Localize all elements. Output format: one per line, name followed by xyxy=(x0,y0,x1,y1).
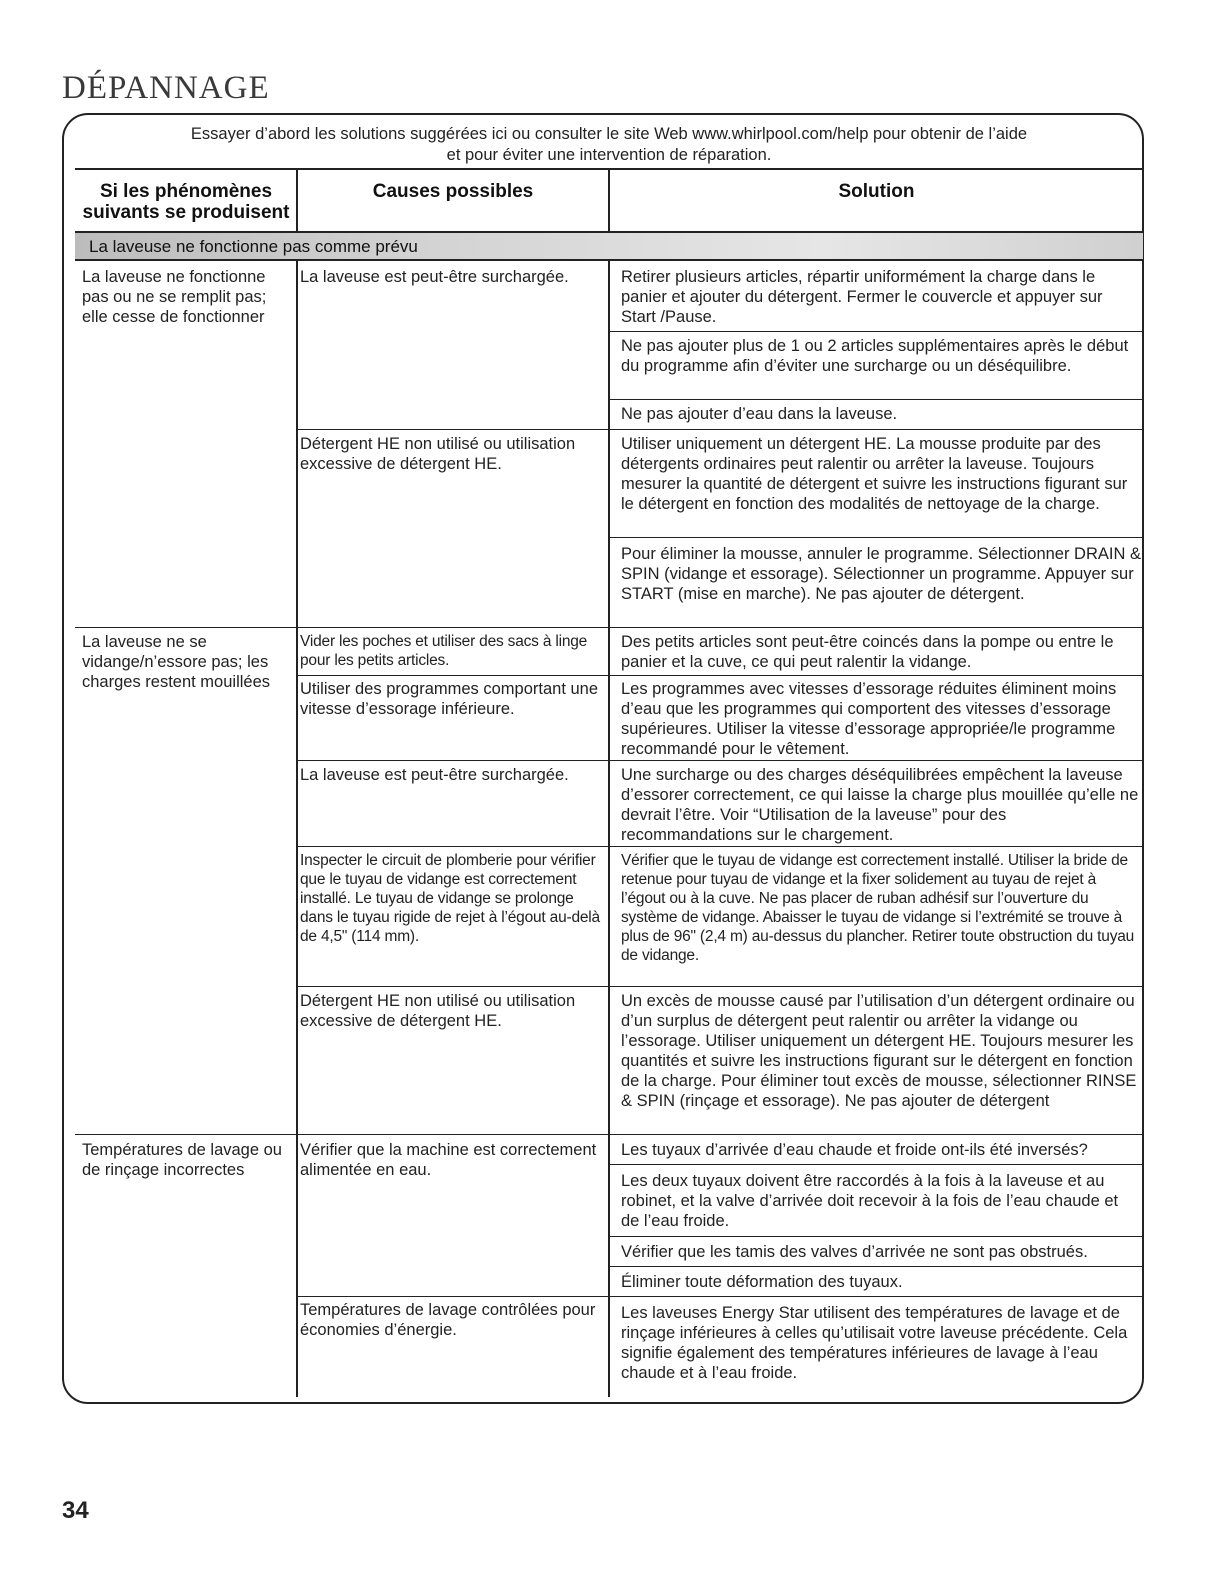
page-number: 34 xyxy=(62,1497,89,1524)
cause-text: Vider les poches et utiliser des sacs à linge pour les petits articles. xyxy=(300,633,588,669)
symptom-divider xyxy=(75,627,297,628)
cause-divider xyxy=(297,1134,609,1135)
solution-text: Retirer plusieurs articles, répartir uniformément la charge dans le panier et ajouter du détergent. Fermer le couvercle et appuyer sur Start /Pause. xyxy=(621,268,1103,326)
solution-text: Un excès de mousse causé par l’utilisation d’un détergent ordinaire ou d’un surplus de détergent peut ralentir ou arrêter la vidange ou l’essorage. Utiliser uniquement un détergent HE. Toujours mesurer les quantités et suivre les instructions figurant sur le détergent en fonction de la charge. Pour éliminer tout excès de mousse, sélectionner RINSE & SPIN (rinçage et essorage). Ne pas ajouter de détergent xyxy=(621,992,1137,1110)
symptom-text: La laveuse ne se vidange/n’essore pas; les charges restent mouillées xyxy=(82,633,271,691)
cause-text: La laveuse est peut-être surchargée. xyxy=(300,268,569,286)
cause-text: La laveuse est peut-être surchargée. xyxy=(300,766,569,784)
cause-divider xyxy=(297,986,609,987)
solution-divider xyxy=(609,986,1143,987)
page-title: DÉPANNAGE xyxy=(62,70,270,106)
solution-column-header: Solution xyxy=(838,181,915,202)
symptom-column-header xyxy=(78,181,294,223)
solution-text: Des petits articles sont peut-être coincés dans la pompe ou entre le panier et la cuve, ce qui peut ralentir la vidange. xyxy=(621,633,1114,671)
symptom-header-line-1: Si les phénomènes xyxy=(99,181,273,202)
solution-divider xyxy=(609,675,1143,676)
solution-divider xyxy=(609,760,1143,761)
cause-divider xyxy=(297,846,609,847)
column-divider xyxy=(608,261,610,1397)
symptom-text: La laveuse ne fonctionne pas ou ne se remplit pas; elle cesse de fonctionner xyxy=(82,268,267,326)
symptom-header-line-2: suivants se produisent xyxy=(82,202,290,223)
solution-text: Les programmes avec vitesses d’essorage réduites éliminent moins d’eau que les programmes qui comportent des vitesses d’essorage supérieures. Utiliser la vitesse d’essorage appropriée/le programme recommandé pour le vêtement. xyxy=(621,680,1117,758)
intro-text xyxy=(75,124,1143,166)
section-title: La laveuse ne fonctionne pas comme prévu xyxy=(89,237,418,256)
column-divider xyxy=(296,261,298,1397)
solution-text: Les deux tuyaux doivent être raccordés à la fois à la laveuse et au robinet, et la valve d’arrivée doit recevoir à la fois de l’eau chaude et de l’eau froide. xyxy=(621,1172,1119,1230)
section-bar xyxy=(75,231,1143,261)
solution-divider xyxy=(609,537,1143,538)
solution-text: Utiliser uniquement un détergent HE. La mousse produite par des détergents ordinaires peut ralentir ou arrêter la laveuse. Toujours mesurer la quantité de détergent et suivre les instructions figurant sur le détergent en fonction des modalités de nettoyage de la charge. xyxy=(621,435,1128,513)
solution-text: Les laveuses Energy Star utilisent des températures de lavage et de rinçage inférieures à celles qu’utilisait votre laveuse précédente. Cela signifie également des températures inférieures de lavage à l’eau chaude et à l’eau froide. xyxy=(621,1304,1128,1382)
symptom-divider xyxy=(75,1134,297,1135)
solution-text: Éliminer toute déformation des tuyaux. xyxy=(621,1273,903,1291)
symptom-text: Températures de lavage ou de rinçage incorrectes xyxy=(82,1141,282,1179)
cause-divider xyxy=(297,760,609,761)
solution-text: Vérifier que le tuyau de vidange est correctement installé. Utiliser la bride de retenue pour tuyau de vidange et la fixer solidement au tuyau de rejet à l’égout ou à la cuve. Ne pas placer de ruban adhésif sur l’ouverture du système de vidange. Abaisser le tuyau de vidange si l’extrémité se trouve à plus de 96" (2,4 m) au-dessus du plancher. Retirer toute obstruction du tuyau de vidange. xyxy=(621,852,1135,964)
cause-divider xyxy=(297,627,609,628)
cause-divider xyxy=(297,675,609,676)
solution-divider xyxy=(609,429,1143,430)
cause-text: Inspecter le circuit de plomberie pour vérifier que le tuyau de vidange est correctement installé. Le tuyau de vidange se prolonge dans le tuyau rigide de rejet à l’égout au-delà de 4,5" (114 mm). xyxy=(300,852,600,945)
intro-line-1: Essayer d’abord les solutions suggérées ici ou consulter le site Web www.whirlpool.com/help pour obtenir de l’aide xyxy=(190,125,1028,143)
intro-line-2: et pour éviter une intervention de réparation. xyxy=(446,146,772,164)
solution-divider xyxy=(609,1164,1143,1165)
solution-divider xyxy=(609,1236,1143,1237)
solution-divider xyxy=(609,399,1143,400)
solution-divider xyxy=(609,1134,1143,1135)
cause-text: Vérifier que la machine est correctement alimentée en eau. xyxy=(300,1141,597,1179)
solution-divider xyxy=(609,331,1143,332)
cause-text: Utiliser des programmes comportant une vitesse d’essorage inférieure. xyxy=(300,680,599,718)
solution-text: Pour éliminer la mousse, annuler le programme. Sélectionner DRAIN & SPIN (vidange et essorage). Sélectionner un programme. Appuyer sur START (mise en marche). Ne pas ajouter de détergent. xyxy=(621,545,1141,603)
cause-column-header: Causes possibles xyxy=(372,181,534,202)
solution-text: Ne pas ajouter plus de 1 ou 2 articles supplémentaires après le début du programme afin d’éviter une surcharge ou un déséquilibre. xyxy=(621,337,1129,375)
solution-divider xyxy=(609,1296,1143,1297)
solution-text: Les tuyaux d’arrivée d’eau chaude et froide ont-ils été inversés? xyxy=(621,1141,1088,1159)
solution-text: Une surcharge ou des charges déséquilibrées empêchent la laveuse d’essorer correctement, ce qui laisse la charge plus mouillée qu’elle ne devrait l’être. Voir “Utilisation de la laveuse” pour des recommandations sur le chargement. xyxy=(621,766,1139,844)
cause-text: Détergent HE non utilisé ou utilisation excessive de détergent HE. xyxy=(300,992,576,1030)
solution-text: Vérifier que les tamis des valves d’arrivée ne sont pas obstrués. xyxy=(621,1243,1088,1261)
cause-divider xyxy=(297,1296,609,1297)
solution-divider xyxy=(609,627,1143,628)
cause-text: Températures de lavage contrôlées pour économies d’énergie. xyxy=(300,1301,596,1339)
solution-divider xyxy=(609,1266,1143,1267)
solution-divider xyxy=(609,846,1143,847)
cause-divider xyxy=(297,429,609,430)
cause-text: Détergent HE non utilisé ou utilisation excessive de détergent HE. xyxy=(300,435,576,473)
solution-text: Ne pas ajouter d’eau dans la laveuse. xyxy=(621,405,898,423)
